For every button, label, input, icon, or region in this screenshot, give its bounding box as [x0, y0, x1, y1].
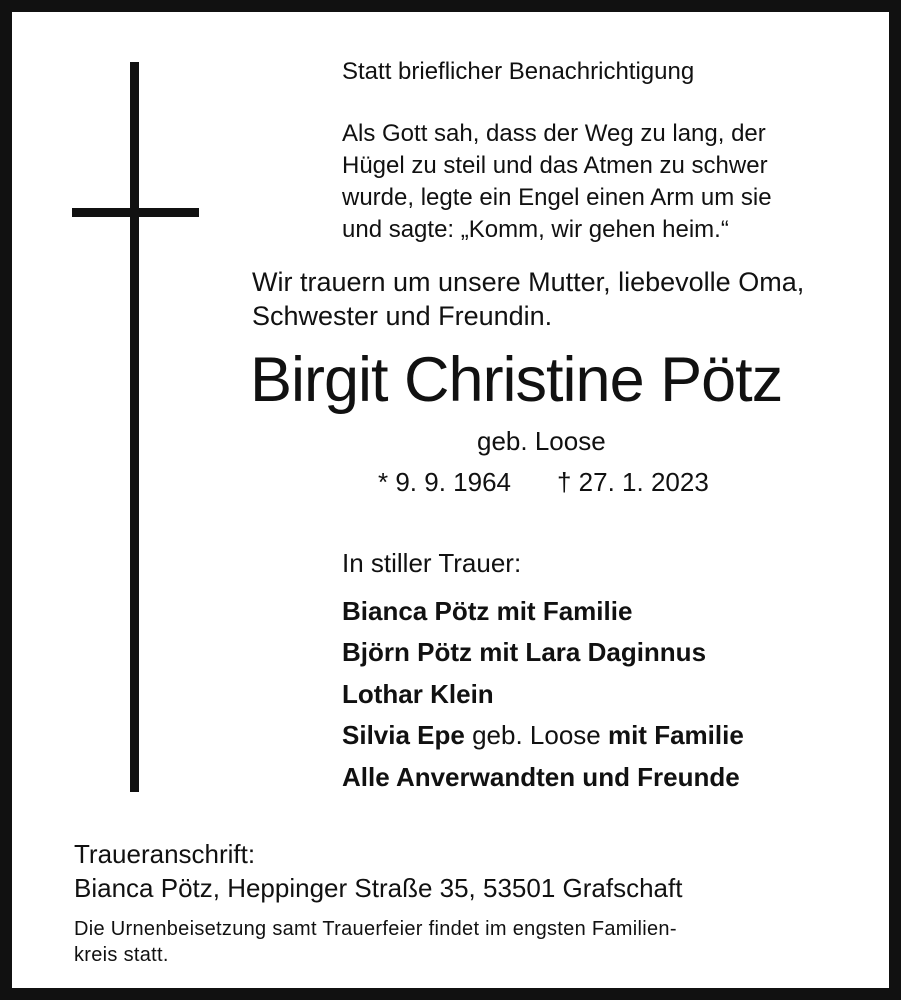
funeral-note — [74, 916, 677, 968]
mourning-line: Schwester und Freundin. — [252, 301, 553, 331]
life-dates — [378, 468, 709, 498]
poem-line: Als Gott sah, dass der Weg zu lang, der — [342, 120, 766, 147]
mourner-name: Silvia Epe — [342, 720, 465, 750]
mourner-line: Alle Anverwandten und Freunde — [342, 762, 740, 792]
mourner-line: Björn Pötz mit Lara Daginnus — [342, 637, 707, 667]
mourner-line — [342, 721, 744, 751]
mourner-line: Bianca Pötz mit Familie — [342, 596, 633, 626]
note-line: kreis statt. — [74, 944, 169, 966]
poem-line: und sagte: „Komm, wir gehen heim.“ — [342, 216, 729, 243]
birth-date: * 9. 9. 1964 — [378, 467, 511, 497]
mourners-intro: In stiller Trauer: — [342, 548, 522, 578]
mourning-address — [74, 837, 682, 905]
deceased-name: Birgit Christine Pötz — [250, 345, 783, 415]
mourner-born-name: geb. Loose — [464, 720, 608, 750]
notice-header: Statt brieflicher Benachrichtigung — [342, 58, 695, 85]
poem-line: wurde, legte ein Engel einen Arm um sie — [342, 184, 772, 211]
birth-name: geb. Loose — [477, 426, 606, 456]
mourner-suffix: mit Familie — [607, 720, 744, 750]
death-date: † 27. 1. 2023 — [557, 467, 709, 497]
address-value: Bianca Pötz, Heppinger Straße 35, 53501 Grafschaft — [74, 873, 683, 903]
poem-line: Hügel zu steil und das Atmen zu schwer — [342, 152, 768, 179]
cross-symbol-vertical — [130, 62, 139, 792]
mourning-statement — [252, 265, 804, 333]
note-line: Die Urnenbeisetzung samt Trauerfeier findet im engsten Familien- — [74, 918, 677, 940]
poem — [342, 118, 772, 246]
mourner-line: Lothar Klein — [342, 679, 494, 709]
cross-symbol-horizontal — [72, 208, 199, 217]
mourning-line: Wir trauern um unsere Mutter, liebevolle Oma, — [252, 267, 805, 297]
address-label: Traueranschrift: — [74, 839, 256, 869]
